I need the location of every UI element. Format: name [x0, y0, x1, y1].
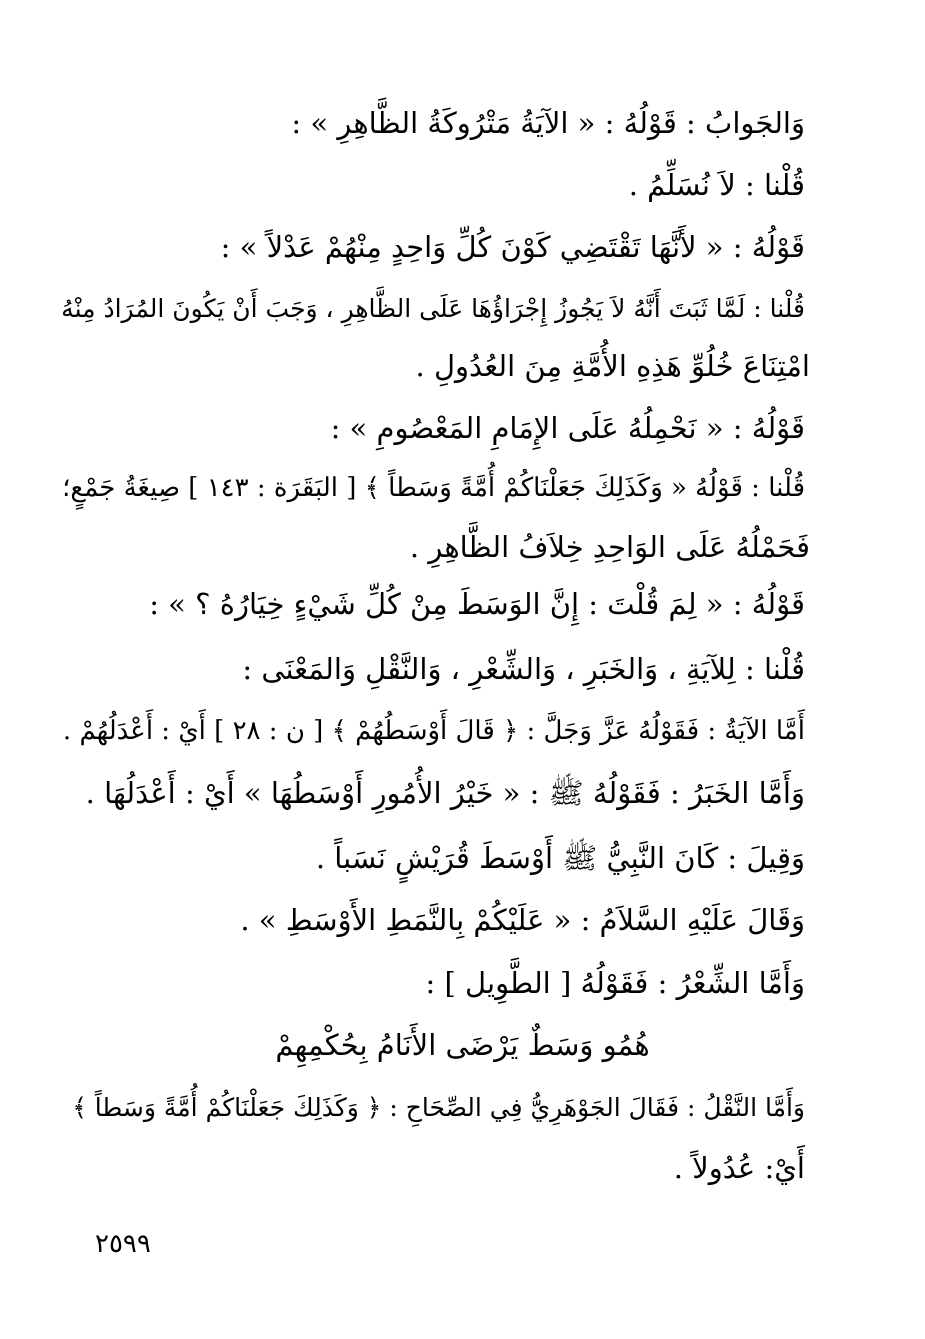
- text-line-18: أَيْ: عُدُولاً .: [673, 1151, 805, 1185]
- text-line-9: قَوْلُهُ : « لِمَ قُلْتَ : إِنَّ الوَسَطَ مِنْ كُلِّ شَيْءٍ خِيَارُهُ ؟ » :: [149, 587, 805, 621]
- text-line-4: قُلْنا : لَمَّا ثَبَتَ أَنَّهُ لاَ يَجُوزُ إِجْرَاؤُهَا عَلَى الظَّاهِرِ ، وَجَبَ أَنْ يَكُونَ المُرَادُ مِنْهُ: [61, 294, 805, 323]
- text-line-5: امْتِنَاعَ خُلُوِّ هَذِهِ الأُمَّةِ مِنَ العُدُولِ .: [415, 349, 810, 383]
- text-line-7: قُلْنا : قَوْلُهُ « وَكَذَلِكَ جَعَلْنَاكُمْ أُمَّةً وَسَطاً ﴾ [ البَقَرَة : ١٤٣ ] صِيغَةُ جَمْعٍ؛: [62, 473, 805, 503]
- text-line-13: وَقِيلَ : كَانَ النَّبِيُّ ﷺ أَوْسَطَ قُرَيْشٍ نَسَباً .: [315, 841, 805, 875]
- text-line-3: قَوْلُهُ : « لأَنَّهَا تَقْتَضِي كَوْنَ كُلِّ وَاحِدٍ مِنْهُمْ عَدْلاً » :: [220, 230, 805, 264]
- text-line-15: وَأَمَّا الشِّعْرُ : فَقَوْلُهُ [ الطَّوِيل ] :: [425, 966, 805, 1000]
- text-line-2: قُلْنا : لاَ نُسَلِّمُ .: [628, 168, 805, 202]
- text-line-12: وَأَمَّا الخَبَرُ : فَقَوْلُهُ ﷺ : « خَيْرُ الأُمُورِ أَوْسَطُهَا » أَيْ : أَعْدَلُهَا .: [85, 776, 805, 810]
- text-line-17: وَأَمَّا النَّقْلُ : فَقَالَ الجَوْهَرِيُّ فِي الصِّحَاحِ : ﴿ وَكَذَلِكَ جَعَلْنَاكُمْ أُمَّةً وَسَطاً ﴾: [72, 1093, 805, 1122]
- text-line-8: فَحَمْلُهُ عَلَى الوَاحِدِ خِلاَفُ الظَّاهِرِ .: [409, 530, 810, 564]
- text-line-11: أَمَّا الآيَةُ : فَقَوْلُهُ عَزَّ وَجَلَّ : ﴿ قَالَ أَوْسَطُهُمْ ﴾ [ ن : ٢٨ ] أَيْ : أَعْدَلُهُمْ .: [62, 716, 805, 746]
- text-line-14: وَقَالَ عَلَيْهِ السَّلاَمُ : « عَلَيْكُمْ بِالنَّمَطِ الأَوْسَطِ » .: [240, 903, 805, 937]
- text-line-10: قُلْنا : لِلآيَةِ ، وَالخَبَرِ ، وَالشِّعْرِ ، وَالنَّقْلِ وَالمَعْنَى :: [242, 652, 805, 686]
- text-line-6: قَوْلُهُ : « نَحْمِلُهُ عَلَى الإِمَامِ المَعْصُومِ » :: [330, 411, 805, 445]
- page-number: ٢٥٩٩: [95, 1229, 151, 1259]
- text-line-1: وَالجَوابُ : قَوْلُهُ : « الآيَةُ مَتْرُوكَةُ الظَّاهِرِ » :: [291, 106, 805, 140]
- verse-line: هُمُو وَسَطٌ يَرْضَى الأَنَامُ بِحُكْمِهِمْ: [275, 1028, 650, 1062]
